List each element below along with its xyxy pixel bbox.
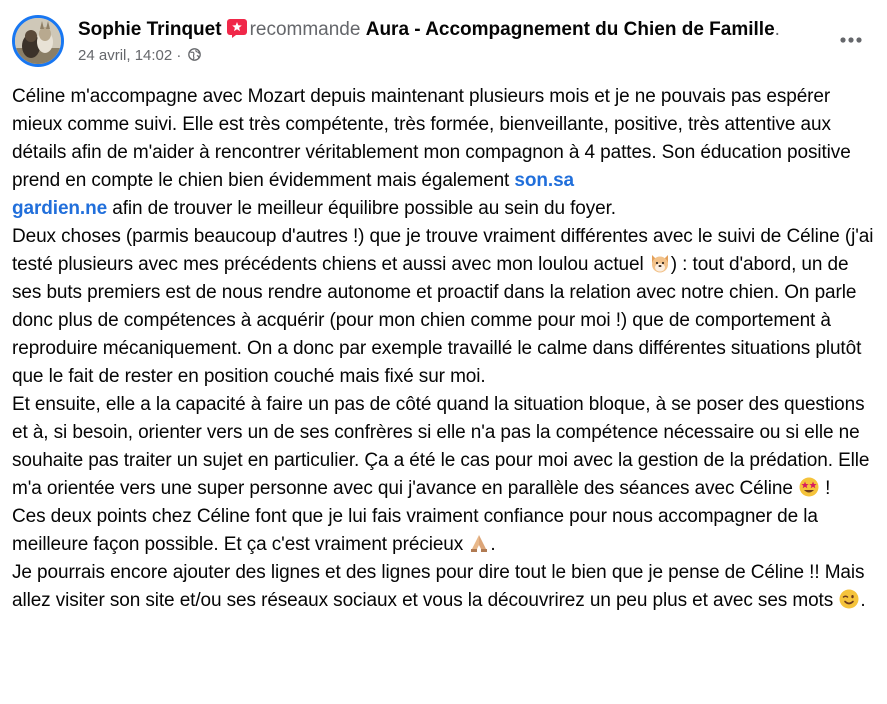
post-paragraph bbox=[12, 83, 880, 223]
folded-hands-emoji bbox=[468, 532, 490, 554]
post-text: Ces deux points chez Céline font que je lui fais vraiment confiance pour nous accompagner de la meilleure façon possible. Et ça c'est vraiment précieux bbox=[12, 506, 818, 555]
recommend-verb: recommande bbox=[249, 19, 361, 40]
post-text: afin de trouver le meilleur équilibre possible au sein du foyer. bbox=[107, 198, 616, 219]
post-body bbox=[12, 83, 880, 615]
post-text: Je pourrais encore ajouter des lignes et des lignes pour dire tout le bien que je pense de Céline !! Mais allez visiter son site et/ou ses réseaux sociaux et vous la découvrirez un peu plus et avec ses mots bbox=[12, 562, 865, 611]
post-text: Et ensuite, elle a la capacité à faire un pas de côté quand la situation bloque, à se poser des questions et à, si besoin, orienter vers un de ses confrères si elle n'a pas la compétence nécessaire ou si elle ne souhaite pas traiter un sujet en particulier. Ça a été le cas pour moi avec la gestion de la prédation. Elle m'a orientée vers une super personne avec qui j'avance en parallèle des séances avec Céline bbox=[12, 394, 870, 499]
mention-link-part2[interactable]: gardien.ne bbox=[12, 198, 108, 219]
page-name-link[interactable]: Aura - Accompagnement du Chien de Famille bbox=[365, 19, 775, 40]
post-paragraph bbox=[12, 391, 880, 503]
post-paragraph bbox=[12, 503, 880, 559]
post-headline bbox=[78, 18, 780, 42]
headline-trailing: . bbox=[774, 19, 780, 40]
post-text: Céline m'accompagne avec Mozart depuis maintenant plusieurs mois et je ne pouvais pas espérer mieux comme suivi. Elle est très compétente, très formée, bienveillante, positive, très attentive aux détails afin de m'aider à rencontrer véritablement mon compagnon à 4 pattes. Son éducation positive prend en compte le chien bien évidemment mais également bbox=[12, 86, 851, 191]
dog-face-emoji bbox=[649, 252, 671, 274]
post-text: . bbox=[860, 590, 866, 611]
post-text: ! bbox=[819, 478, 831, 499]
author-name[interactable]: Sophie Trinquet bbox=[78, 19, 222, 40]
winking-face-emoji bbox=[838, 588, 860, 610]
star-struck-emoji bbox=[798, 476, 820, 498]
post-text: . bbox=[490, 534, 496, 555]
post-text: Deux choses (parmis beaucoup d'autres !) que je trouve vraiment différentes avec le suivi de Céline (j'ai testé plusieurs avec mes précédents chiens et aussi avec mon loulou actuel bbox=[12, 226, 874, 275]
recommend-badge-icon bbox=[226, 18, 248, 38]
post-paragraph bbox=[12, 559, 880, 615]
meta-separator: · bbox=[172, 47, 186, 64]
mention-link-part1[interactable]: son.sa bbox=[514, 170, 575, 191]
more-options-icon[interactable] bbox=[833, 28, 869, 52]
globe-icon bbox=[188, 48, 201, 61]
post-header bbox=[12, 12, 875, 68]
post-timestamp[interactable]: 24 avril, 14:02 bbox=[78, 47, 173, 64]
avatar[interactable] bbox=[12, 15, 64, 67]
post-meta bbox=[78, 46, 201, 66]
post-paragraph bbox=[12, 223, 880, 391]
post-text: ) : tout d'abord, un de ses buts premiers est de nous rendre autonome et proactif dans la relation avec notre chien. On parle donc plus de compétences à acquérir (pour mon chien comme pour moi !) que de comportement à reproduire mécaniquement. On a donc par exemple travaillé le calme dans différentes situations plutôt que le fait de rester en position couché mais fixé sur moi. bbox=[12, 254, 862, 387]
